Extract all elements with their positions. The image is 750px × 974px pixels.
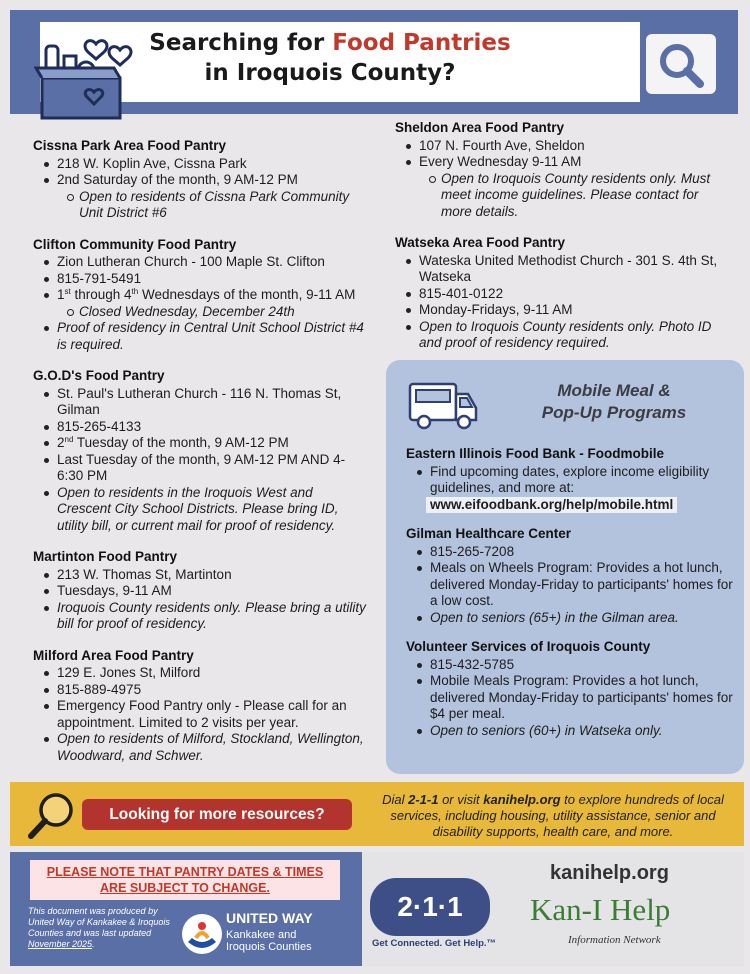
foodbank-link[interactable]: www.eifoodbank.org/help/mobile.html — [426, 497, 677, 514]
eligibility-note: Open to seniors (60+) in Watseka only. — [412, 723, 736, 740]
mobile-programs-panel — [386, 360, 744, 774]
kani-help-logo: Kan-I Help — [530, 892, 671, 927]
schedule: Tuesdays, 9-11 AM — [39, 583, 368, 600]
produced-by-note: This document was produced by United Way of Kankakee & Iroquois Counties and was last updated November 2025. — [28, 906, 170, 949]
phone: 815-432-5785 — [412, 657, 736, 674]
schedule: 2nd Tuesday of the month, 9 AM-12 PM — [39, 435, 368, 452]
program-description: Meals on Wheels Program: Provides a hot lunch, delivered Monday-Friday to participants' homes for a low cost. — [412, 560, 736, 610]
dial-211-text: Dial 2-1-1 or visit kanihelp.org to explore hundreds of local services, including housing, utility assistance, senior and disability supports, health care, and more. — [382, 792, 724, 839]
address: Wateska United Methodist Church - 301 S. 4th St, Watseka — [401, 253, 725, 286]
address: 107 N. Fourth Ave, Sheldon — [401, 138, 725, 155]
appointment-note: Emergency Food Pantry only - Please call for an appointment. Limited to 2 visits per year. — [39, 698, 368, 731]
pantry-clifton — [33, 237, 368, 354]
schedule: Every Wednesday 9-11 AM — [401, 154, 725, 171]
program-description: Mobile Meals Program: Provides a hot lunch, delivered Monday-Friday to participants' homes for $4 per meal. — [412, 673, 736, 723]
right-column — [395, 120, 725, 367]
pantry-name: Sheldon Area Food Pantry — [395, 120, 565, 135]
resources-band — [10, 782, 744, 846]
left-column — [33, 138, 368, 779]
pantry-watseka — [395, 235, 725, 352]
schedule-change-notice: PLEASE NOTE THAT PANTRY DATES & TIMES ARE SUBJECT TO CHANGE. — [30, 860, 340, 900]
united-way-name: UNITED WAY — [226, 910, 313, 926]
program-name: Volunteer Services of Iroquois County — [406, 639, 651, 654]
phone: 815-791-5491 — [39, 271, 368, 288]
address: 213 W. Thomas St, Martinton — [39, 567, 368, 584]
eligibility-note: Open to Iroquois County residents only. Photo ID and proof of residency required. — [401, 319, 725, 352]
food-truck-icon — [406, 376, 480, 434]
kani-help-subtitle: Information Network — [568, 934, 661, 946]
address: Zion Lutheran Church - 100 Maple St. Clifton — [39, 254, 368, 271]
footer-left-panel — [10, 852, 362, 966]
program-volunteer — [406, 639, 736, 739]
header-banner — [10, 10, 738, 114]
phone: 815-401-0122 — [401, 286, 725, 303]
pantry-martinton — [33, 549, 368, 633]
kanihelp-url[interactable]: kanihelp.org — [550, 862, 669, 884]
eligibility-note: Iroquois County residents only. Please bring a utility bill for proof of residency. — [39, 600, 368, 633]
mobile-programs-list — [406, 446, 736, 752]
pantry-name: G.O.D's Food Pantry — [33, 368, 165, 383]
pantry-name: Watseka Area Food Pantry — [395, 235, 566, 250]
program-eifb — [406, 446, 736, 513]
address: 129 E. Jones St, Milford — [39, 665, 368, 682]
pantry-name: Milford Area Food Pantry — [33, 647, 194, 663]
mobile-title: Mobile Meal & Pop-Up Programs — [541, 381, 687, 422]
more-resources-button[interactable]: Looking for more resources? — [82, 799, 352, 830]
united-way-region: Kankakee and Iroquois Counties — [226, 929, 312, 953]
program-description: Find upcoming dates, explore income eligibility guidelines, and more at: www.eifoodbank.org/help/mobile.html — [412, 464, 736, 514]
search-badge — [646, 34, 716, 94]
pantry-milford — [33, 648, 368, 765]
schedule: Monday-Fridays, 9-11 AM — [401, 302, 725, 319]
eligibility-note: Proof of residency in Central Unit School District #4 is required. — [39, 320, 368, 353]
pantry-name: Clifton Community Food Pantry — [33, 236, 237, 252]
pantry-name: Cissna Park Area Food Pantry — [33, 138, 227, 153]
magnifier-icon — [24, 788, 80, 844]
tagline-211: Get Connected. Get Help.™ — [372, 938, 497, 949]
eligibility-note: Open to residents in the Iroquois West and Crescent City School Districts. Please bring ID, utility bill, or current mail for proof of residency. — [39, 485, 368, 535]
schedule: 2nd Saturday of the month, 9 AM-12 PM — [39, 172, 368, 189]
united-way-logo-icon — [180, 912, 224, 956]
eligibility-note: Open to Iroquois County residents only. Must meet income guidelines. Please contact for more details. — [427, 171, 725, 221]
eligibility-note: Open to residents of Milford, Stockland, Wellington, Woodward, and Schwer. — [39, 731, 368, 764]
program-name: Eastern Illinois Food Bank - Foodmobile — [406, 446, 665, 461]
program-name: Gilman Healthcare Center — [406, 526, 572, 541]
eligibility-note: Open to residents of Cissna Park Community Unit District #6 — [65, 189, 368, 222]
pantry-name: Martinton Food Pantry — [33, 549, 177, 564]
page-title: Searching for Food Pantries in Iroquois County? — [149, 30, 511, 86]
eligibility-note: Open to seniors (65+) in the Gilman area. — [412, 610, 736, 627]
schedule: 1st through 4th Wednesdays of the month, 9-11 AM — [39, 287, 368, 304]
kanihelp-link[interactable]: kanihelp.org — [483, 792, 561, 807]
magnifier-icon — [646, 34, 716, 94]
address: St. Paul's Lutheran Church - 116 N. Thomas St, Gilman — [39, 386, 368, 419]
footer — [10, 852, 744, 966]
schedule-2: Last Tuesday of the month, 9 AM-12 PM AND 4-6:30 PM — [39, 452, 368, 485]
program-gilman — [406, 526, 736, 626]
pantry-gods — [33, 368, 368, 534]
address: 218 W. Koplin Ave, Cissna Park — [39, 156, 368, 173]
phone: 815-265-4133 — [39, 419, 368, 436]
pantry-cissna-park — [33, 138, 368, 222]
phone: 815-889-4975 — [39, 682, 368, 699]
phone: 815-265-7208 — [412, 544, 736, 561]
closure-note: Closed Wednesday, December 24th — [65, 304, 368, 321]
logo-211: 2·1·1 — [370, 878, 490, 936]
pantry-sheldon — [395, 120, 725, 220]
